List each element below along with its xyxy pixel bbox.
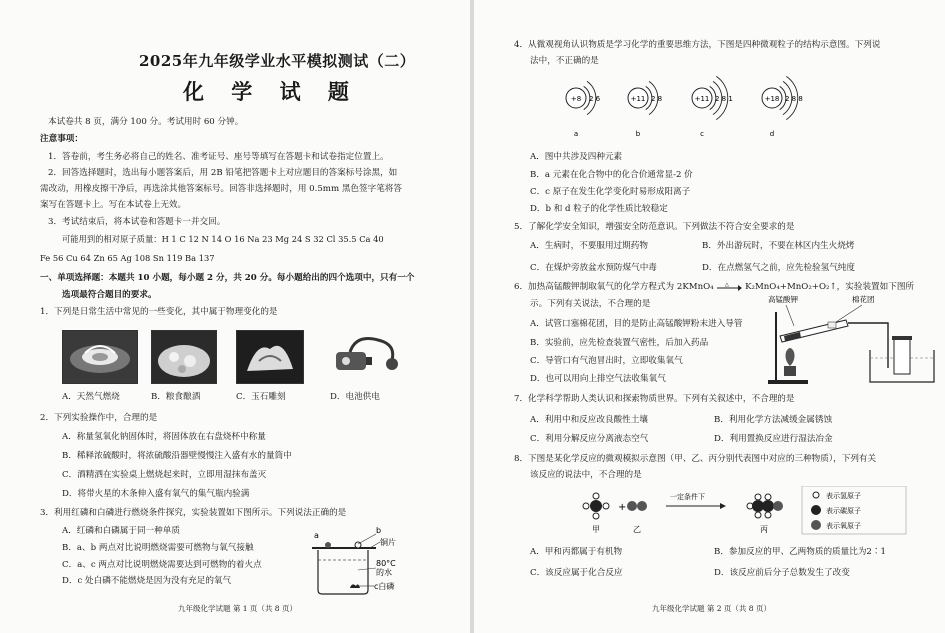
q5-option-d: D．在点燃氢气之前，应先检验氢气纯度 [702,263,855,273]
test-tube-apparatus-icon [766,292,936,388]
q8-option-d: D．该反应前后分子总数发生了改变 [714,568,850,578]
q4-option-c: C．c 原子在发生化学变化时易形成阳离子 [530,187,691,197]
gas-burner-icon [63,331,137,383]
atomic-mass-line: 可能用到的相对原子质量：H 1 C 12 N 14 O 16 Na 23 Mg 24 S 32 Cl 35.5 Ca 40 [62,234,384,244]
particle-c [692,76,733,138]
exam-title: 2025年九年级学业水平模拟测试（二） [139,52,416,70]
q5-option-b: B．外出游玩时，不要在林区内生火烧烤 [702,241,855,251]
label-cotton: 棉花团 [852,295,875,304]
q6-stem-cont: 示。下列有关说法，不合理的是 [530,299,651,309]
q7-stem: 7．化学科学帮助人类认识和探索物质世界。下列有关叙述中，不合理的是 [514,394,795,404]
reaction-condition: 一定条件下 [670,493,705,501]
nucleus-charge: +8 [570,95,582,103]
beaker-apparatus-icon [306,524,410,598]
notice-line: 1．答卷前，考生务必将自己的姓名、准考证号、座号等填写在答题卡和试卷指定位置上。 [48,152,389,162]
label-copper: 铜片 [380,538,396,547]
label-white-phosphorus: c白磷 [374,582,395,591]
q1-option-c: C．玉石雕刻 [236,392,286,402]
q7-option-b: B．利用化学方法减缓金属锈蚀 [714,415,833,425]
q2-option-d: D．将带火星的木条伸入盛有氧气的集气瓶内验满 [62,489,250,499]
legend-oxygen: 表示氧原子 [826,522,861,530]
svg-text:△: △ [725,281,730,288]
shell-electrons: 2 8 8 [785,95,803,103]
particle-label: c [700,130,704,138]
battery-circuit-icon [330,330,404,382]
q8-option-b: B．参加反应的甲、乙两物质的质量比为2∶1 [714,547,886,557]
battery-photo [330,330,404,382]
q4-option-b: B．a 元素在化合物中的化合价通常显-2 价 [530,170,693,180]
particle-a [566,81,601,138]
atom-structure-icons [554,74,814,138]
label-water-temp: 80°C [376,559,396,568]
q7-option-c: C．利用分解反应分离液态空气 [530,434,649,444]
nucleus-charge: +18 [764,95,780,103]
reaction-diagram [570,486,920,536]
notice-line: 2．回答选择题时，选出每小题答案后，用 2B 铅笔把答题卡上对应题目的答案标号涂黑，如 [48,168,398,178]
q4-stem: 4．从微观视角认识物质是学习化学的重要思维方法，下图是四种微观粒子的结构示意图。下列说 [514,40,881,50]
heat-arrow-icon [716,282,742,292]
wine-jar-photo [151,330,217,384]
notice-line: 需改动，用橡皮擦干净后，再选涂其他答案标号。回答非选择题时，用 0.5mm 黑色签字笔将答 [40,184,402,194]
notice-line: 案写在答题卡上。写在本试卷上无效。 [40,200,187,210]
q1-option-b: B．粮食酿酒 [151,392,201,402]
label-jia: 甲 [592,525,600,534]
section-heading: 一、单项选择题：本题共 10 小题，每小题 2 分，共 20 分。每小题给出的四个选项中，只有一个 [40,273,415,283]
q5-option-c: C．在煤炉旁放盆水预防煤气中毒 [530,263,657,273]
q2-option-b: B．稀释浓硫酸时，将浓硫酸沿器壁慢慢注入盛有水的量筒中 [62,451,292,461]
q4-option-d: D．b 和 d 粒子的化学性质比较稳定 [530,204,668,214]
exam-intro: 本试卷共 8 页，满分 100 分。考试用时 60 分钟。 [48,117,244,127]
grain-icon [152,331,216,383]
q4-option-a: A．图中共涉及四种元素 [530,152,623,162]
label-yi: 乙 [633,525,641,534]
svg-text:+: + [618,502,627,513]
label-water: 的水 [376,568,392,577]
q6-option-a: A．试管口塞棉花团，目的是防止高锰酸钾粉末进入导管 [530,319,743,329]
q6-option-c: C．导管口有气泡冒出时，立即收集氧气 [530,356,683,366]
q2-option-c: C．酒精洒在实验桌上燃烧起来时，立即用湿抹布盖灭 [62,470,267,480]
notice-line: 3．考试结束后，将本试卷和答题卡一并交回。 [48,217,226,227]
particle-label: d [769,130,775,138]
q3-option-a: A．红磷和白磷属于同一种单质 [62,526,180,536]
carving-icon [237,331,303,383]
q4-stem-cont: 法中，不正确的是 [530,56,599,66]
q1-option-a: A．天然气燃烧 [62,392,120,402]
section-heading-cont: 选项最符合题目的要求。 [62,290,157,300]
q3-option-d: D．c 处白磷不能燃烧是因为没有充足的氧气 [62,576,232,586]
q2-option-a: A．称量氢氧化钠固体时，将固体放在右盘烧杯中称量 [62,432,266,442]
combustion-apparatus [306,524,410,598]
molecule-reaction-icon [570,486,920,536]
q1-option-d: D．电池供电 [330,392,380,402]
label-kmno4: 高锰酸钾 [768,295,798,304]
q5-option-a: A．生病时，不要服用过期药物 [530,241,648,251]
label-bing: 丙 [760,525,768,534]
q7-option-d: D．利用置换反应进行湿法冶金 [714,434,833,444]
oxygen-apparatus [766,292,936,388]
exam-page-2 [474,0,945,633]
q3-option-b: B．a、b 两点对比说明燃烧需要可燃物与氧气接触 [62,543,254,553]
q6-option-d: D．也可以用向上排空气法收集氧气 [530,374,666,384]
page-footer: 九年级化学试题 第 2 页（共 8 页） [652,604,771,613]
legend-hydrogen: 表示氢原子 [826,492,861,500]
particle-diagrams [554,74,814,138]
q6-option-b: B．实验前，应先检查装置气密性，后加入药品 [530,338,709,348]
q8-stem-cont: 该反应的说法中，不合理的是 [530,470,642,480]
q8-option-a: A．甲和丙都属于有机物 [530,547,623,557]
label-b: b [376,526,382,535]
q1-stem: 1．下列是日常生活中常见的一些变化，其中属于物理变化的是 [40,307,278,317]
q6-equation-right: K₂MnO₄+MnO₂+O₂↑，实验装置如下图所 [745,282,915,292]
q3-stem: 3．利用红磷和白磷进行燃烧条件探究，实验装置如下图所示。下列说法正确的是 [40,508,347,518]
q5-stem: 5．了解化学安全知识，增强安全防范意识。下列做法不符合安全要求的是 [514,222,795,232]
shell-electrons: 2 8 [651,95,663,103]
legend-carbon: 表示碳原子 [826,507,861,515]
q8-option-c: C．该反应属于化合反应 [530,568,623,578]
shell-electrons: 2 8 1 [715,95,733,103]
shell-electrons: 2 6 [589,95,601,103]
q7-option-a: A．利用中和反应改良酸性土壤 [530,415,648,425]
jade-carving-photo [236,330,304,384]
label-a: a [314,531,319,540]
exam-page-1 [0,0,470,633]
q6-equation-left: 6．加热高锰酸钾制取氧气的化学方程式为 2KMnO₄ [514,282,714,292]
nucleus-charge: +11 [630,95,646,103]
gas-flame-photo [62,330,138,384]
particle-d [762,76,803,138]
particle-label: a [573,130,579,138]
particle-b [628,81,662,138]
q3-option-c: C．a、c 两点对比说明燃烧需要达到可燃物的着火点 [62,560,262,570]
q8-stem: 8．下图是某化学反应的微观模拟示意图（甲、乙、丙分别代表图中对应的三种物质），下列有关 [514,454,877,464]
nucleus-charge: +11 [694,95,710,103]
particle-label: b [635,130,641,138]
q2-stem: 2．下列实验操作中，合理的是 [40,413,158,423]
subject-title: 化 学 试 题 [183,79,359,104]
notice-heading: 注意事项： [40,134,83,144]
page-footer: 九年级化学试题 第 1 页（共 8 页） [178,604,297,613]
atomic-mass-line: Fe 56 Cu 64 Zn 65 Ag 108 Sn 119 Ba 137 [40,253,215,263]
